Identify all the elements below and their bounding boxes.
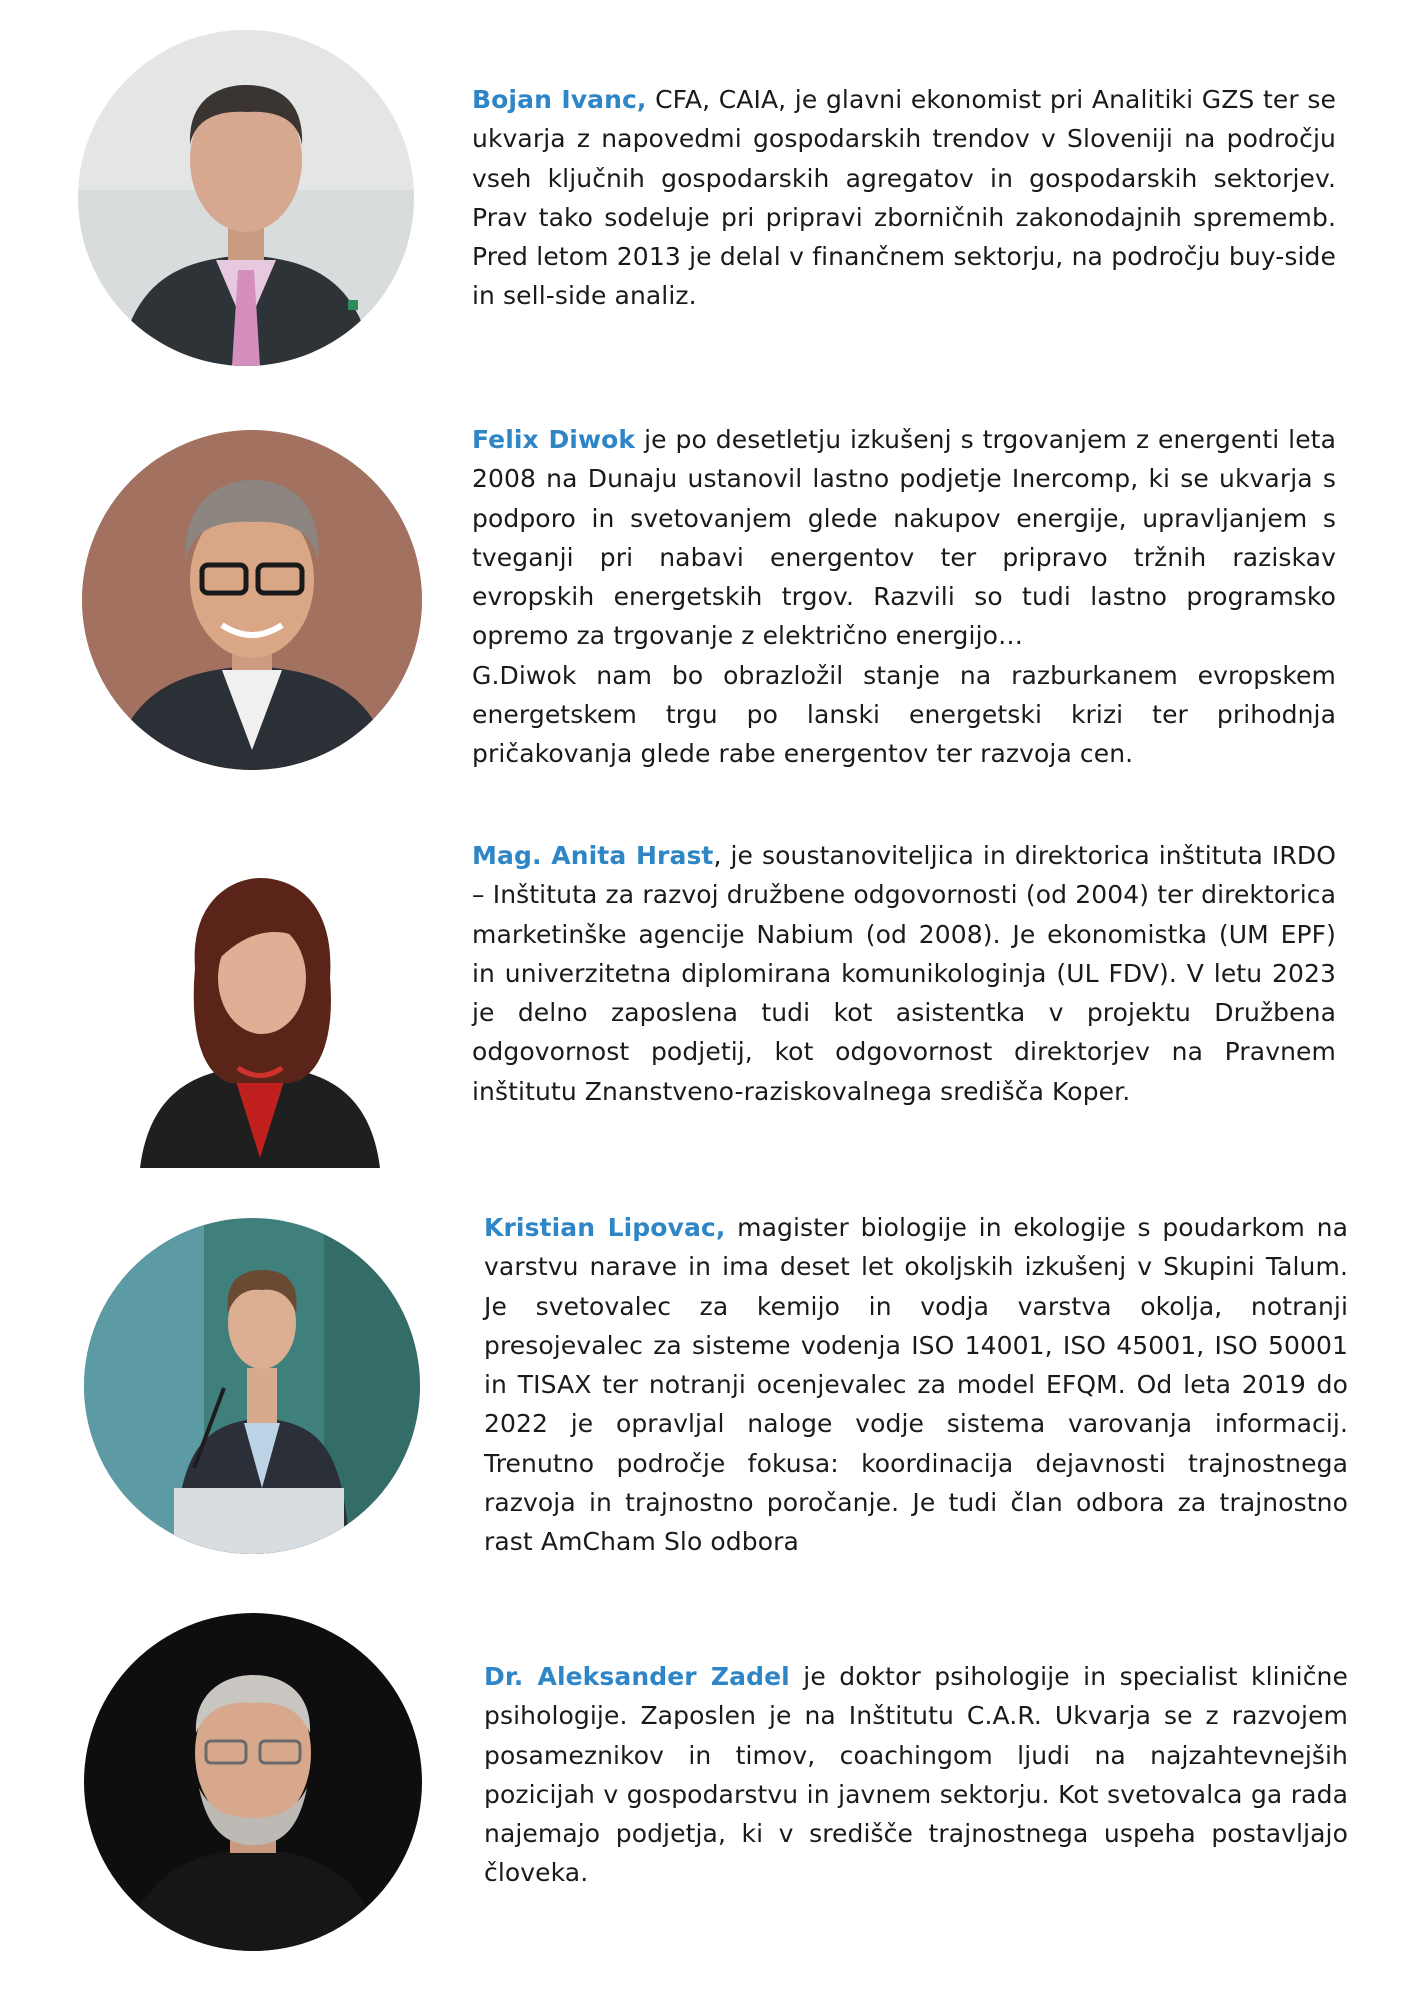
speaker-description: CFA, CAIA, je glavni ekonomist pri Analitiki GZS ter se ukvarja z napovedmi gospodarskih trendov v Sloveniji na področju vseh ključnih gospodarskih agregatov in gospodarskih sektorjev. Prav tako sodeluje pri pripravi zborničnih zakonodajnih sprememb. Pred letom 2013 je delal v finančnem sektorju, na področju buy-side in sell-side analiz. [472,85,1336,311]
speaker-bio [472,80,1336,316]
portrait-illustration [84,1613,422,1951]
speaker-description: magister biologije in ekologije s poudarkom na varstvu narave in ima deset let okoljskih izkušenj v Skupini Talum. Je svetovalec za kemijo in vodja varstva okolja, notranji presojevalec za sisteme vodenja ISO 14001, ISO 45001, ISO 50001 in TISAX ter notranji ocenjevalec za model EFQM. Od leta 2019 do 2022 je opravljal naloge vodje sistema varovanja informacij. Trenutno področje fokusa: koordinacija dejavnosti trajnostnega razvoja in trajnostno poročanje. Je tudi član odbora za trajnostno rast AmCham Slo odbora [484,1213,1348,1557]
speaker-bio [472,836,1336,1111]
portrait-illustration [140,868,380,1168]
speaker-description-continued: G.Diwok nam bo obrazložil stanje na razburkanem evropskem energetskem trgu po lanski energetski krizi ter prihodnja pričakovanja glede rabe energentov ter razvoja cen. [472,660,1336,769]
speaker-name: Kristian Lipovac, [484,1213,726,1242]
speaker-photo [140,868,380,1168]
speaker-photo [84,1218,420,1554]
speaker-photo [84,1613,422,1951]
speaker-photo [82,430,422,770]
speaker-description: , je soustanoviteljica in direktorica inštituta IRDO – Inštituta za razvoj družbene odgovornosti (od 2004) ter direktorica marketinške agencije Nabium (od 2008). Je ekonomistka (UM EPF) in univerzitetna diplomirana komunikologinja (UL FDV). V letu 2023 je delno zaposlena tudi kot asistentka v projektu Družbena odgovornost podjetij, kot odgovornost direktorjev na Pravnem inštitutu Znanstveno-raziskovalnega središča Koper. [472,841,1336,1106]
speaker-name: Mag. Anita Hrast [472,841,714,870]
speaker-description: je po desetletju izkušenj s trgovanjem z energenti leta 2008 na Dunaju ustanovil lastno podjetje Inercomp, ki se ukvarja s podporo in svetovanjem glede nakupov energije, upravljanjem s tveganji pri nabavi energentov ter pripravo tržnih raziskav evropskih energetskih trgov. Razvili so tudi lastno programsko opremo za trgovanje z električno energijo… [472,425,1337,651]
speaker-bio [472,420,1336,774]
speaker-description: je doktor psihologije in specialist klinične psihologije. Zaposlen je na Inštitutu C.A.R. Ukvarja se z razvojem posameznikov in timov, coachingom ljudi na najzahtevnejših pozicijah v gospodarstvu in javnem sektorju. Kot svetovalca ga rada najemajo podjetja, ki v središče trajnostnega uspeha postavljajo človeka. [484,1662,1348,1888]
speaker-photo [78,30,414,366]
portrait-illustration [84,1218,420,1554]
portrait-illustration [78,30,414,366]
speaker-bio [484,1657,1348,1893]
portrait-illustration [82,430,422,770]
speaker-bio [484,1208,1348,1562]
speaker-name: Dr. Aleksander Zadel [484,1662,790,1691]
speaker-name: Bojan Ivanc, [472,85,647,114]
speaker-name: Felix Diwok [472,425,636,454]
